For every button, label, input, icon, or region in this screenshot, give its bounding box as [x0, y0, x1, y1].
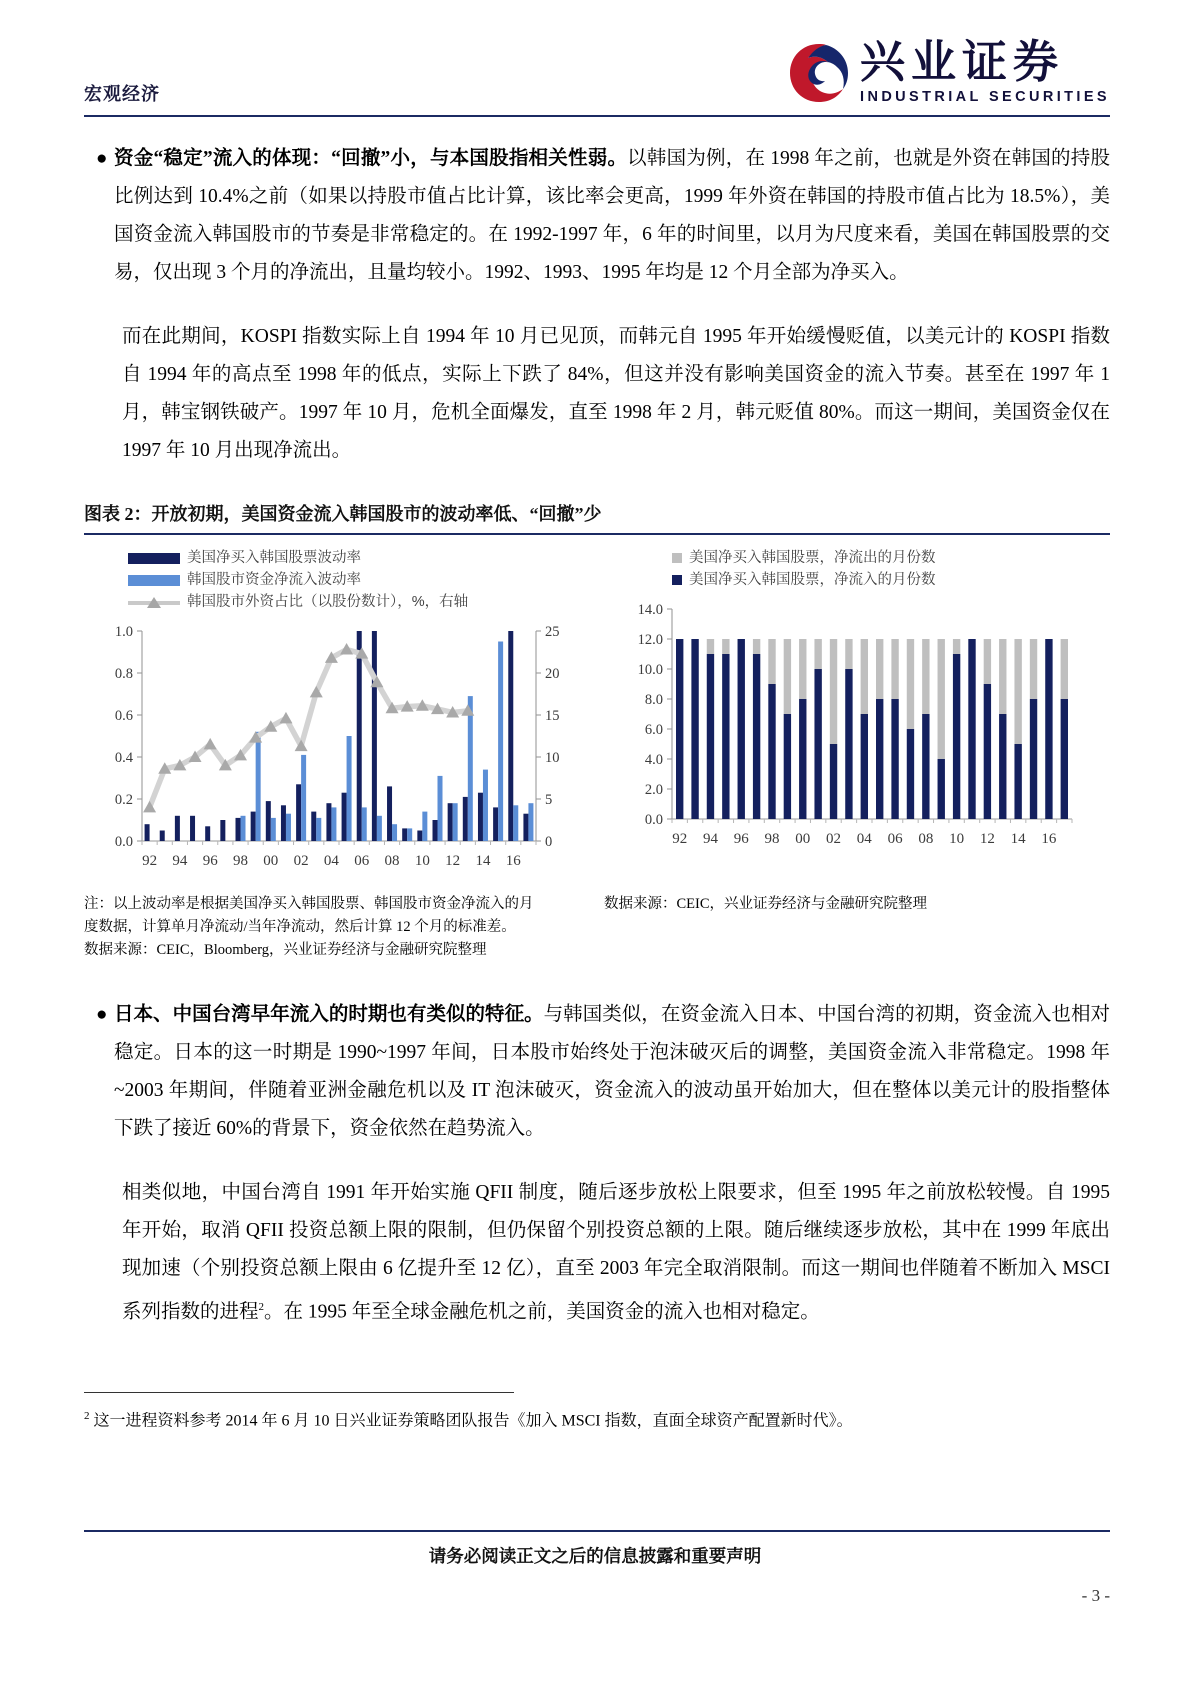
company-logo	[788, 37, 1110, 105]
bullet-item-1	[84, 140, 1110, 292]
bar-lightblue	[438, 776, 443, 841]
bar-inflow-months	[830, 744, 837, 819]
x-axis-tick: 10	[949, 831, 965, 847]
legend-label: 美国净买入韩国股票波动率	[187, 550, 361, 566]
bar-inflow-months	[907, 729, 914, 819]
bar-lightblue	[392, 824, 397, 841]
y2-axis-tick: 15	[545, 708, 560, 724]
x-axis-tick: 02	[293, 853, 309, 869]
line-foreign-share	[150, 649, 468, 807]
bar-inflow-months	[891, 699, 898, 819]
footnote-divider	[84, 1392, 514, 1393]
bar-lightblue	[301, 755, 306, 841]
x-axis-tick: 12	[445, 853, 461, 869]
note-source-left: 数据来源：CEIC，Bloomberg，兴业证券经济与金融研究院整理	[84, 942, 487, 958]
bar-inflow-months	[784, 714, 791, 819]
y-axis-tick: 0.0	[114, 834, 133, 850]
bar-navy	[190, 816, 195, 841]
bullet-dot-icon: ●	[96, 1004, 108, 1025]
bar-outflow-months	[999, 639, 1006, 714]
x-axis-tick: 00	[795, 831, 811, 847]
x-axis-tick: 94	[702, 831, 718, 847]
paragraph-4	[122, 1174, 1110, 1332]
legend-item	[128, 547, 580, 569]
bar-navy	[357, 631, 362, 841]
bar-navy	[448, 803, 453, 841]
bar-lightblue	[528, 803, 533, 841]
right-chart	[602, 547, 1098, 883]
x-axis-tick: 14	[1010, 831, 1026, 847]
bar-navy	[417, 831, 422, 842]
left-chart-legend	[84, 547, 580, 613]
bullet-item-2	[84, 996, 1110, 1148]
left-chart	[84, 547, 580, 883]
note-line: 注：以上波动率是根据美国净买入韩国股票、韩国股市资金净流入的月	[84, 896, 534, 912]
y-axis-tick: 14.0	[637, 602, 663, 618]
bar-navy	[266, 801, 271, 841]
bar-outflow-months	[768, 639, 775, 684]
bar-outflow-months	[707, 639, 714, 654]
note-line: 度数据，计算单月净流动/当年净流动，然后计算 12 个月的标准差。	[84, 919, 516, 935]
logo-text-cn: 兴业证券	[860, 37, 1065, 87]
bar-navy	[493, 807, 498, 841]
bar-navy	[523, 814, 528, 841]
bar-inflow-months	[922, 714, 929, 819]
bar-lightblue	[422, 812, 427, 841]
x-axis-tick: 94	[172, 853, 188, 869]
x-axis-tick: 06	[354, 853, 370, 869]
y-axis-tick: 0.2	[114, 792, 133, 808]
x-axis-tick: 14	[475, 853, 491, 869]
footnote-block	[84, 1400, 1110, 1437]
y-axis-tick: 12.0	[637, 632, 663, 648]
bar-inflow-months	[984, 684, 991, 819]
bar-outflow-months	[1014, 639, 1021, 744]
bar-navy	[175, 816, 180, 841]
bar-inflow-months	[814, 669, 821, 819]
bar-inflow-months	[1014, 744, 1021, 819]
bar-inflow-months	[768, 684, 775, 819]
bar-navy	[281, 805, 286, 841]
bar-outflow-months	[891, 639, 898, 699]
figure-notes	[84, 893, 1110, 962]
bar-navy	[463, 797, 468, 841]
figure-charts	[84, 547, 1110, 883]
legend-swatch-blue-icon	[128, 575, 180, 586]
bar-inflow-months	[738, 639, 745, 819]
bar-navy	[342, 793, 347, 841]
paragraph-2: 而在此期间，KOSPI 指数实际上自 1994 年 10 月已见顶，而韩元自 1995 年开始缓慢贬值，以美元计的 KOSPI 指数自 1994 年的高点至 1998 年的低点，实际上下跌了 84%，但这并没有影响美国资金的流入节奏。甚至在 1997 年 1 月，韩宝钢铁破产。1997 年 10 月，危机全面爆发，直至 1998 年 2 月，韩元贬值 80%。而这一期间，美国资金仅在 1997 年 10 月出现净流出。	[122, 326, 1110, 461]
y-axis-tick: 2.0	[644, 782, 663, 798]
bar-lightblue	[453, 803, 458, 841]
x-axis-tick: 12	[979, 831, 995, 847]
legend-label: 美国净买入韩国股票，净流出的月份数	[689, 550, 936, 566]
x-axis-tick: 10	[414, 853, 430, 869]
bar-inflow-months	[999, 714, 1006, 819]
paragraph-4-main: 相类似地，中国台湾自 1991 年开始实施 QFII 制度，随后逐步放松上限要求，但至 1995 年之前放松较慢。自 1995 年开始，取消 QFII 投资总额上限的限制，但仍保留个别投资总额的上限。随后继续逐步放松，其中在 1999 年底出现加速（个别投资总额上限由 6 亿提升至 12 亿），直至 2003 年完全取消限制。而这一期间也伴随着不断加入 MSCI 系列指数的进程	[122, 1182, 1110, 1323]
x-axis-tick: 02	[826, 831, 842, 847]
x-axis-tick: 06	[887, 831, 903, 847]
y2-axis-tick: 0	[545, 834, 553, 850]
legend-swatch-navy-icon	[128, 553, 180, 564]
bar-navy	[145, 824, 150, 841]
y-axis-tick: 0.0	[644, 812, 663, 828]
legend-item	[672, 547, 1098, 569]
left-chart-plot	[84, 613, 580, 883]
logo-mark-icon	[788, 42, 850, 104]
bar-outflow-months	[784, 639, 791, 714]
y2-axis-tick: 25	[545, 624, 560, 640]
footer-disclaimer: 请务必阅读正文之后的信息披露和重要声明	[428, 1546, 762, 1566]
bar-inflow-months	[753, 654, 760, 819]
figure-note-left	[84, 893, 584, 962]
figure-title: 图表 2：开放初期，美国资金流入韩国股市的波动率低、“回撤”少	[84, 500, 1110, 535]
y2-axis-tick: 10	[545, 750, 560, 766]
bar-navy	[402, 828, 407, 841]
x-axis-tick: 00	[263, 853, 279, 869]
bar-lightblue	[407, 828, 412, 841]
x-axis-tick: 04	[323, 853, 339, 869]
bar-navy	[160, 831, 165, 842]
bar-navy	[296, 784, 301, 841]
bar-navy	[326, 803, 331, 841]
bar-outflow-months	[984, 639, 991, 684]
bar-inflow-months	[953, 654, 960, 819]
bar-lightblue	[362, 807, 367, 841]
bar-outflow-months	[845, 639, 852, 669]
footer-divider	[84, 1530, 1110, 1532]
x-axis-tick: 08	[384, 853, 400, 869]
legend-swatch-grey-icon	[672, 553, 682, 563]
legend-item	[672, 569, 1098, 591]
x-axis-tick: 16	[1041, 831, 1057, 847]
legend-label: 韩国股市外资占比（以股份数计），%，右轴	[187, 594, 469, 610]
right-chart-plot	[602, 591, 1098, 861]
y-axis-tick: 4.0	[644, 752, 663, 768]
bar-lightblue	[331, 807, 336, 841]
section-label: 宏观经济	[84, 84, 160, 104]
bar-navy	[205, 826, 210, 841]
bar-inflow-months	[1061, 699, 1068, 819]
bar-outflow-months	[830, 639, 837, 744]
x-axis-tick: 16	[505, 853, 521, 869]
bar-lightblue	[347, 736, 352, 841]
bar-navy	[220, 820, 225, 841]
y-axis-tick: 0.4	[114, 750, 133, 766]
x-axis-tick: 92	[672, 831, 688, 847]
legend-line-triangle-icon	[128, 597, 180, 608]
bar-outflow-months	[722, 639, 729, 654]
bar-lightblue	[316, 818, 321, 841]
bar-inflow-months	[876, 699, 883, 819]
paragraph-3: 日本、中国台湾早年流入的时期也有类似的特征。与韩国类似，在资金流入日本、中国台湾的初期，资金流入也相对稳定。日本的这一时期是 1990~1997 年间，日本股市始终处于泡沫破灭后的调整，美国资金流入非常稳定。1998 年~2003 年期间，伴随着亚洲金融危机以及 IT 泡沫破灭，资金流入的波动虽开始加大，但在整体以美元计的股指整体下跌了接近 60%的背景下，资金依然在趋势流入。	[114, 1004, 1110, 1139]
document-content	[84, 128, 1110, 1332]
bar-inflow-months	[968, 639, 975, 819]
x-axis-tick: 96	[202, 853, 218, 869]
bar-navy	[432, 820, 437, 841]
paragraph-4-tail: 。在 1995 年至全球金融危机之前，美国资金的流入也相对稳定。	[264, 1301, 820, 1323]
x-axis-tick: 98	[764, 831, 780, 847]
bar-outflow-months	[938, 639, 945, 759]
bar-lightblue	[377, 816, 382, 841]
footnote-marker: 2	[84, 1410, 90, 1422]
legend-label: 韩国股市资金净流入波动率	[187, 572, 361, 588]
legend-item	[128, 569, 580, 591]
bar-navy	[311, 812, 316, 841]
bar-outflow-months	[876, 639, 883, 699]
y2-axis-tick: 20	[545, 666, 560, 682]
bar-lightblue	[498, 642, 503, 842]
bar-inflow-months	[707, 654, 714, 819]
bar-navy	[387, 786, 392, 841]
bar-lightblue	[286, 814, 291, 841]
bar-inflow-months	[799, 699, 806, 819]
bar-lightblue	[468, 696, 473, 841]
right-chart-legend	[602, 547, 1098, 591]
footnote-ref: 2	[258, 1301, 265, 1313]
y-axis-tick: 0.8	[114, 666, 133, 682]
y-axis-tick: 8.0	[644, 692, 663, 708]
footnote-text: 这一进程资料参考 2014 年 6 月 10 日兴业证券策略团队报告《加入 MSCI 指数，直面全球资产配置新时代》。	[93, 1412, 853, 1430]
y-axis-tick: 10.0	[637, 662, 663, 678]
x-axis-tick: 08	[918, 831, 934, 847]
bar-outflow-months	[814, 639, 821, 669]
bar-inflow-months	[676, 639, 683, 819]
y-axis-tick: 6.0	[644, 722, 663, 738]
note-source-right: 数据来源：CEIC，兴业证券经济与金融研究院整理	[604, 896, 928, 912]
paragraph-1: 资金“稳定”流入的体现：“回撤”小，与本国股指相关性弱。以韩国为例，在 1998 年之前，也就是外资在韩国的持股比例达到 10.4%之前（如果以持股市值占比计算，该比率会更高，1999 年外资在韩国的持股市值占比为 18.5%），美国资金流入韩国股市的节奏是非常稳定的。在 1992-1997 年，6 年的时间里，以月为尺度来看，美国在韩国股票的交易，仅出现 3 个月的净流出，且量均较小。1992、1993、1995 年均是 12 个月全部为净买入。	[114, 148, 1110, 283]
y-axis-tick: 0.6	[114, 708, 133, 724]
bar-lightblue	[271, 818, 276, 841]
bullet-dot-icon: ●	[96, 148, 108, 169]
y-axis-tick: 1.0	[114, 624, 133, 640]
bar-navy	[372, 631, 377, 841]
y2-axis-tick: 5	[545, 792, 553, 808]
legend-label: 美国净买入韩国股票，净流入的月份数	[689, 572, 936, 588]
x-axis-tick: 92	[142, 853, 158, 869]
legend-swatch-navy-icon	[672, 575, 682, 585]
bar-inflow-months	[845, 669, 852, 819]
triangle-marker	[204, 738, 217, 750]
legend-item	[128, 591, 580, 613]
bar-lightblue	[483, 770, 488, 841]
bar-inflow-months	[938, 759, 945, 819]
bar-navy	[251, 812, 256, 841]
bar-inflow-months	[1045, 639, 1052, 819]
bar-outflow-months	[953, 639, 960, 654]
bar-inflow-months	[691, 639, 698, 819]
figure-2	[84, 500, 1110, 962]
triangle-marker	[279, 712, 292, 724]
bar-navy	[235, 818, 240, 841]
x-axis-tick: 96	[733, 831, 749, 847]
header-divider	[84, 115, 1110, 117]
bar-outflow-months	[922, 639, 929, 714]
bar-outflow-months	[753, 639, 760, 654]
bar-inflow-months	[722, 654, 729, 819]
bar-outflow-months	[907, 639, 914, 729]
page-number: - 3 -	[1081, 1586, 1110, 1605]
x-axis-tick: 04	[856, 831, 872, 847]
bar-outflow-months	[1061, 639, 1068, 699]
x-axis-tick: 98	[233, 853, 248, 869]
figure-note-right	[604, 893, 1074, 962]
bar-inflow-months	[1030, 699, 1037, 819]
bar-outflow-months	[799, 639, 806, 699]
bar-lightblue	[513, 805, 518, 841]
bar-navy	[478, 793, 483, 841]
bar-lightblue	[256, 732, 261, 841]
logo-text-en: INDUSTRIAL SECURITIES	[860, 89, 1110, 105]
bar-navy	[508, 631, 513, 841]
page-header	[0, 0, 1190, 120]
bar-outflow-months	[861, 639, 868, 714]
bar-inflow-months	[861, 714, 868, 819]
bar-outflow-months	[1030, 639, 1037, 699]
bar-lightblue	[241, 816, 246, 841]
